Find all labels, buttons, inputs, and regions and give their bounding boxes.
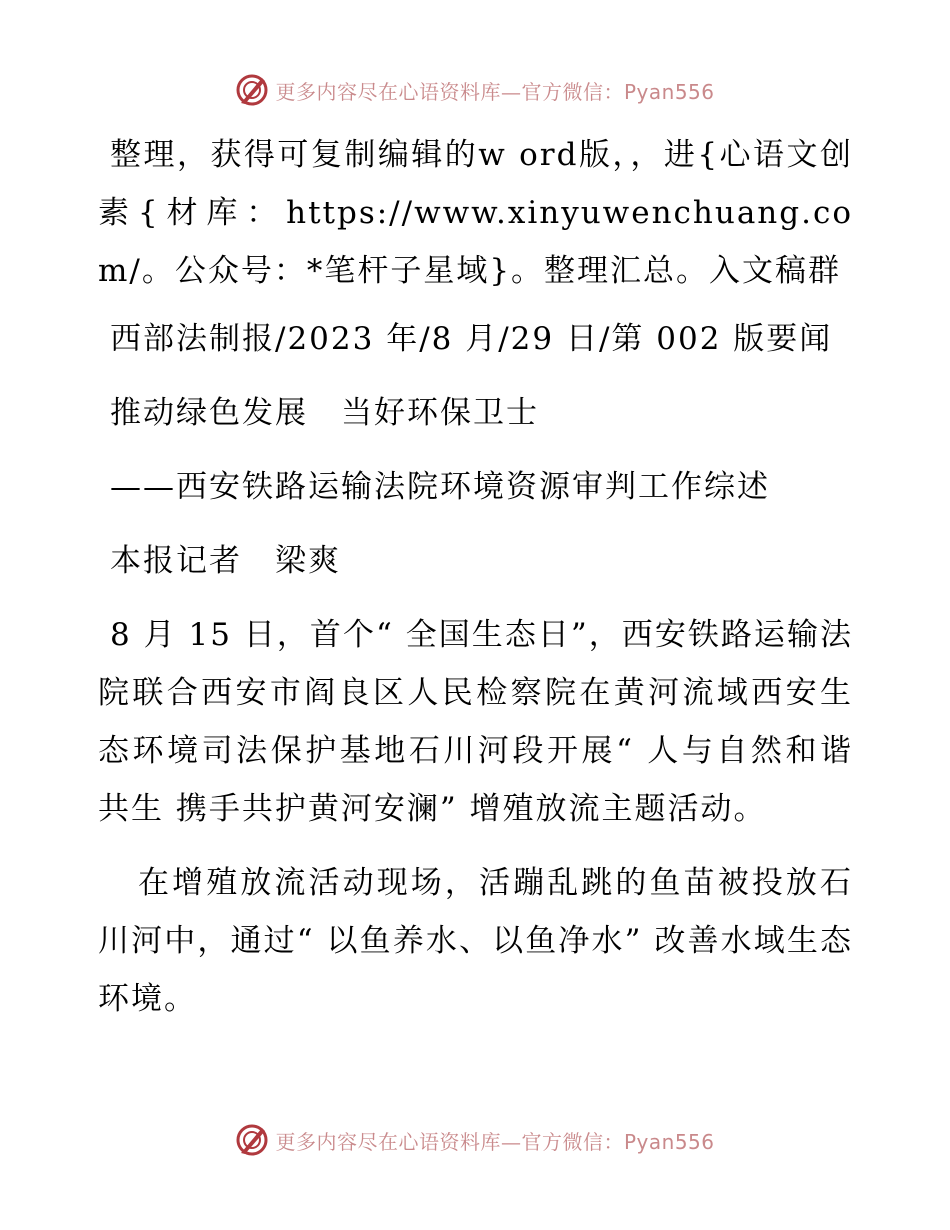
quill-seal-icon (235, 73, 269, 107)
article-byline: 本报记者 梁爽 (110, 543, 341, 579)
header-watermark (0, 70, 950, 110)
intro-block (98, 126, 853, 300)
article-paragraph: 在增殖放流活动现场，活蹦乱跳的鱼苗被投放石川河中，通过“ 以鱼养水、以鱼净水” 改善水域生态环境。 (98, 865, 853, 1017)
watermark-wechat-id: Pyan556 (623, 1129, 715, 1154)
article-subtitle: ——西安铁路运输法院环境资源审判工作综述 (110, 469, 770, 505)
watermark-text: 更多内容尽在心语资料库—官方微信： (275, 79, 624, 104)
watermark-wechat-id: Pyan556 (623, 79, 715, 104)
article-title: 推动绿色发展 当好环保卫士 (110, 395, 539, 431)
article-paragraph: 8 月 15 日，首个“ 全国生态日”，西安铁路运输法院联合西安市阎良区人民检察院在黄河流域西安生态环境司法保护基地石川河段开展“ 人与自然和谐共生 携手共护黄河安澜” 增殖放流主题活动。 (98, 617, 853, 827)
article-source: 西部法制报/2023 年/8 月/29 日/第 002 版要闻 (110, 321, 833, 357)
article-body (98, 310, 853, 1028)
intro-paragraph: 整理，获得可复制编辑的w ord版，，进{心语文创素{材库：https://www.xinyuwenchuang.com/。公众号：*笔杆子星域}。整理汇总。入文稿群 (98, 137, 853, 289)
watermark-text: 更多内容尽在心语资料库—官方微信： (275, 1129, 624, 1154)
footer-watermark (0, 1120, 950, 1160)
quill-seal-icon (235, 1123, 269, 1157)
